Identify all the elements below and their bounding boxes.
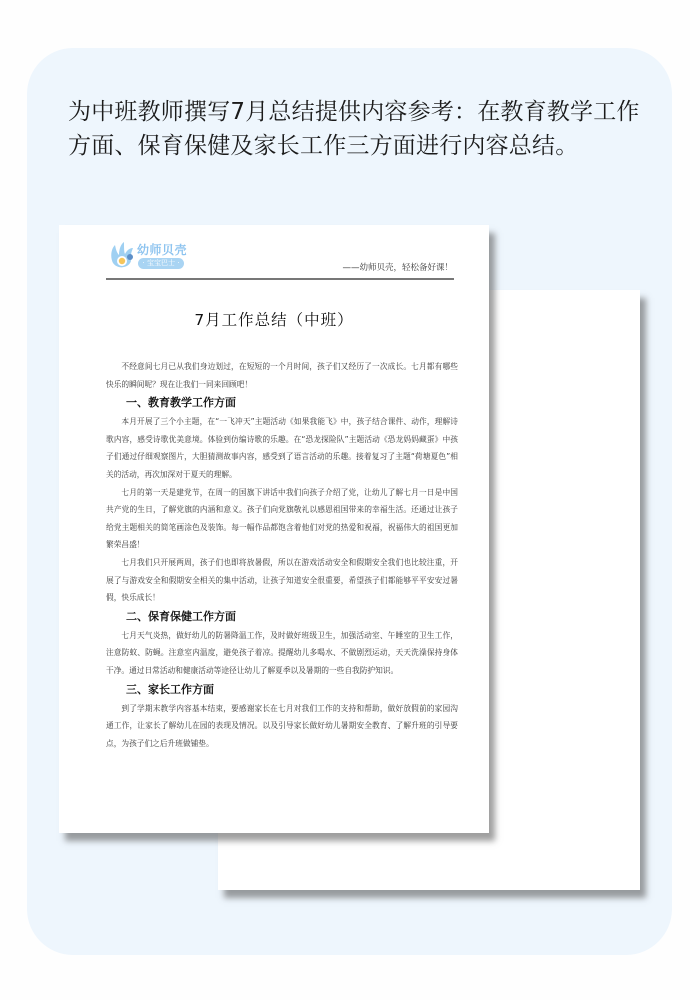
section-paragraph: 七月天气炎热，做好幼儿的防暑降温工作，及时做好班级卫生，加强活动室、午睡室的卫生工作，注意防蚊、防蝇。注意室内温度，避免孩子着凉。提醒幼儿多喝水、不做剧烈运动，天天洗澡保持身体干净。通过日常活动和健康活动等途径让幼儿了解夏季以及暑期的一些自我防护知识。	[106, 630, 458, 675]
section-paragraph: 七月我们只开展两周，孩子们也即将放暑假，所以在游戏活动安全和假期安全我们也比较注重，开展了与游戏安全和假期安全相关的集中活动，让孩子知道安全很重要，希望孩子们都能够平平安安过暑假，快乐成长！	[106, 557, 458, 603]
intro-paragraph: 不经意间七月已从我们身边划过，在短短的一个月时间，孩子们又经历了一次成长。七月都有哪些快乐的瞬间呢？现在让我们一同来回顾吧！	[106, 362, 458, 389]
section-heading: 一、教育教学工作方面	[126, 396, 236, 410]
document-body	[106, 358, 458, 752]
brand-logo	[109, 239, 199, 275]
section-paragraph: 七月的第一天是建党节，在周一的国旗下讲话中我们向孩子介绍了党，让幼儿了解七月一日是中国共产党的生日，了解党旗的内涵和意义。孩子们向党旗敬礼以感恩祖国带来的幸福生活。还通过让孩子给党主题相关的简笔画涂色及装饰。每一幅作品都饱含着他们对党的热爱和祝福，祝福伟大的祖国更加繁荣昌盛！	[106, 487, 458, 550]
page-header	[59, 225, 489, 285]
logo-subtitle: · 宝宝巴士 ·	[138, 258, 184, 269]
document-page-front	[59, 225, 489, 833]
section-paragraph: 到了学期末教学内容基本结束，要感谢家长在七月对我们工作的支持和帮助，做好放假前的家园沟通工作，让家长了解幼儿在园的表现及情况。以及引导家长做好幼儿暑期安全教育、了解升班的引导要点，为孩子们之后升班做铺垫。	[106, 703, 458, 748]
header-rule	[106, 278, 454, 280]
logo-name: 幼师贝壳	[137, 243, 188, 257]
slogan: ——幼师贝壳，轻松备好课！	[342, 263, 453, 273]
section-heading: 三、家长工作方面	[126, 682, 214, 696]
hand-shell-logo-icon	[109, 241, 135, 271]
headline: 为中班教师撰写7月总结提供内容参考：在教育教学工作方面、保育保健及家长工作三方面进行内容总结。	[68, 99, 640, 159]
section-heading: 二、保育保健工作方面	[126, 609, 236, 623]
section-paragraph: 本月开展了三个小主题，在“一飞冲天”主题活动《如果我能飞》中，孩子结合课件、动作，理解诗歌内容，感受诗歌优美意境。体验到仿编诗歌的乐趣。在“恐龙探险队”主题活动《恐龙妈妈藏蛋》中孩子们通过仔细观察图片，大胆猜测故事内容，感受到了语言活动的乐趣。接着复习了主题“荷塘夏色”相关的活动，再次加深对于夏天的理解。	[106, 417, 458, 479]
document-title: 7月工作总结（中班）	[194, 311, 354, 329]
